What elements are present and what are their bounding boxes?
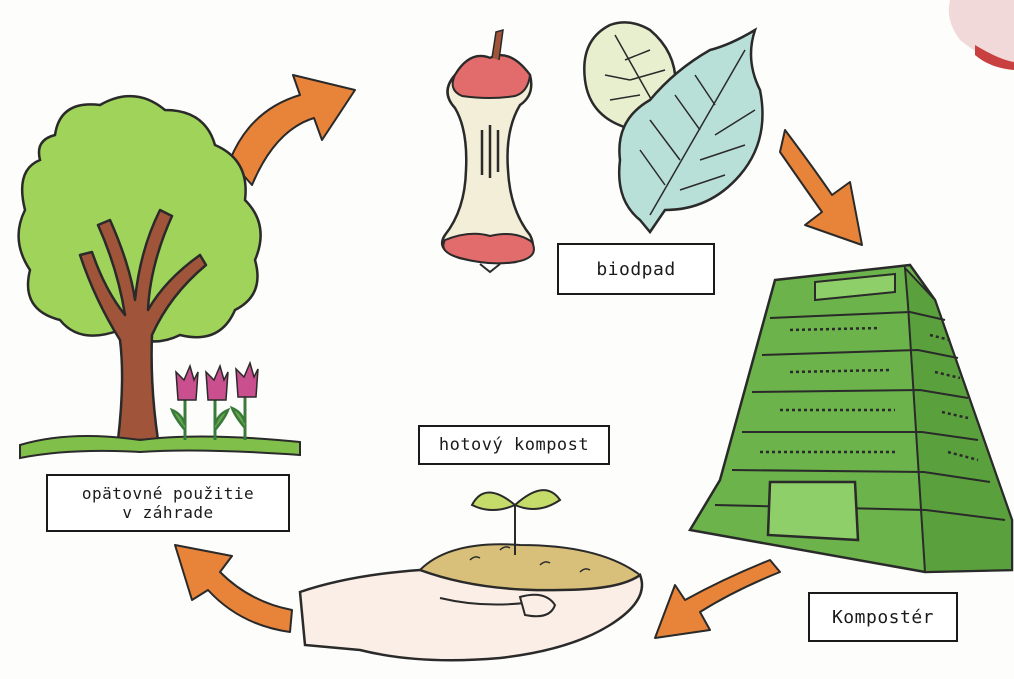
apple-core-illustration	[442, 30, 534, 272]
label-composter: Kompostér	[808, 592, 958, 642]
arrow-biowaste-to-composter	[780, 130, 862, 245]
arrow-composter-to-compost	[655, 560, 780, 638]
arrow-compost-to-reuse	[175, 545, 292, 632]
leaves-illustration	[584, 22, 762, 232]
tulips	[172, 363, 258, 440]
label-reuse-line1: opätovné použitie	[81, 484, 255, 503]
composter-illustration	[690, 265, 1012, 572]
label-finished-compost: hotový kompost	[418, 425, 610, 465]
arrow-tree-to-biowaste	[230, 75, 355, 185]
corner-decoration	[949, 0, 1014, 70]
label-reuse-in-garden	[46, 474, 290, 532]
label-biowaste: biodpad	[557, 243, 715, 295]
hand-with-compost-illustration	[300, 490, 642, 660]
label-reuse-line2: v záhrade	[122, 503, 214, 522]
